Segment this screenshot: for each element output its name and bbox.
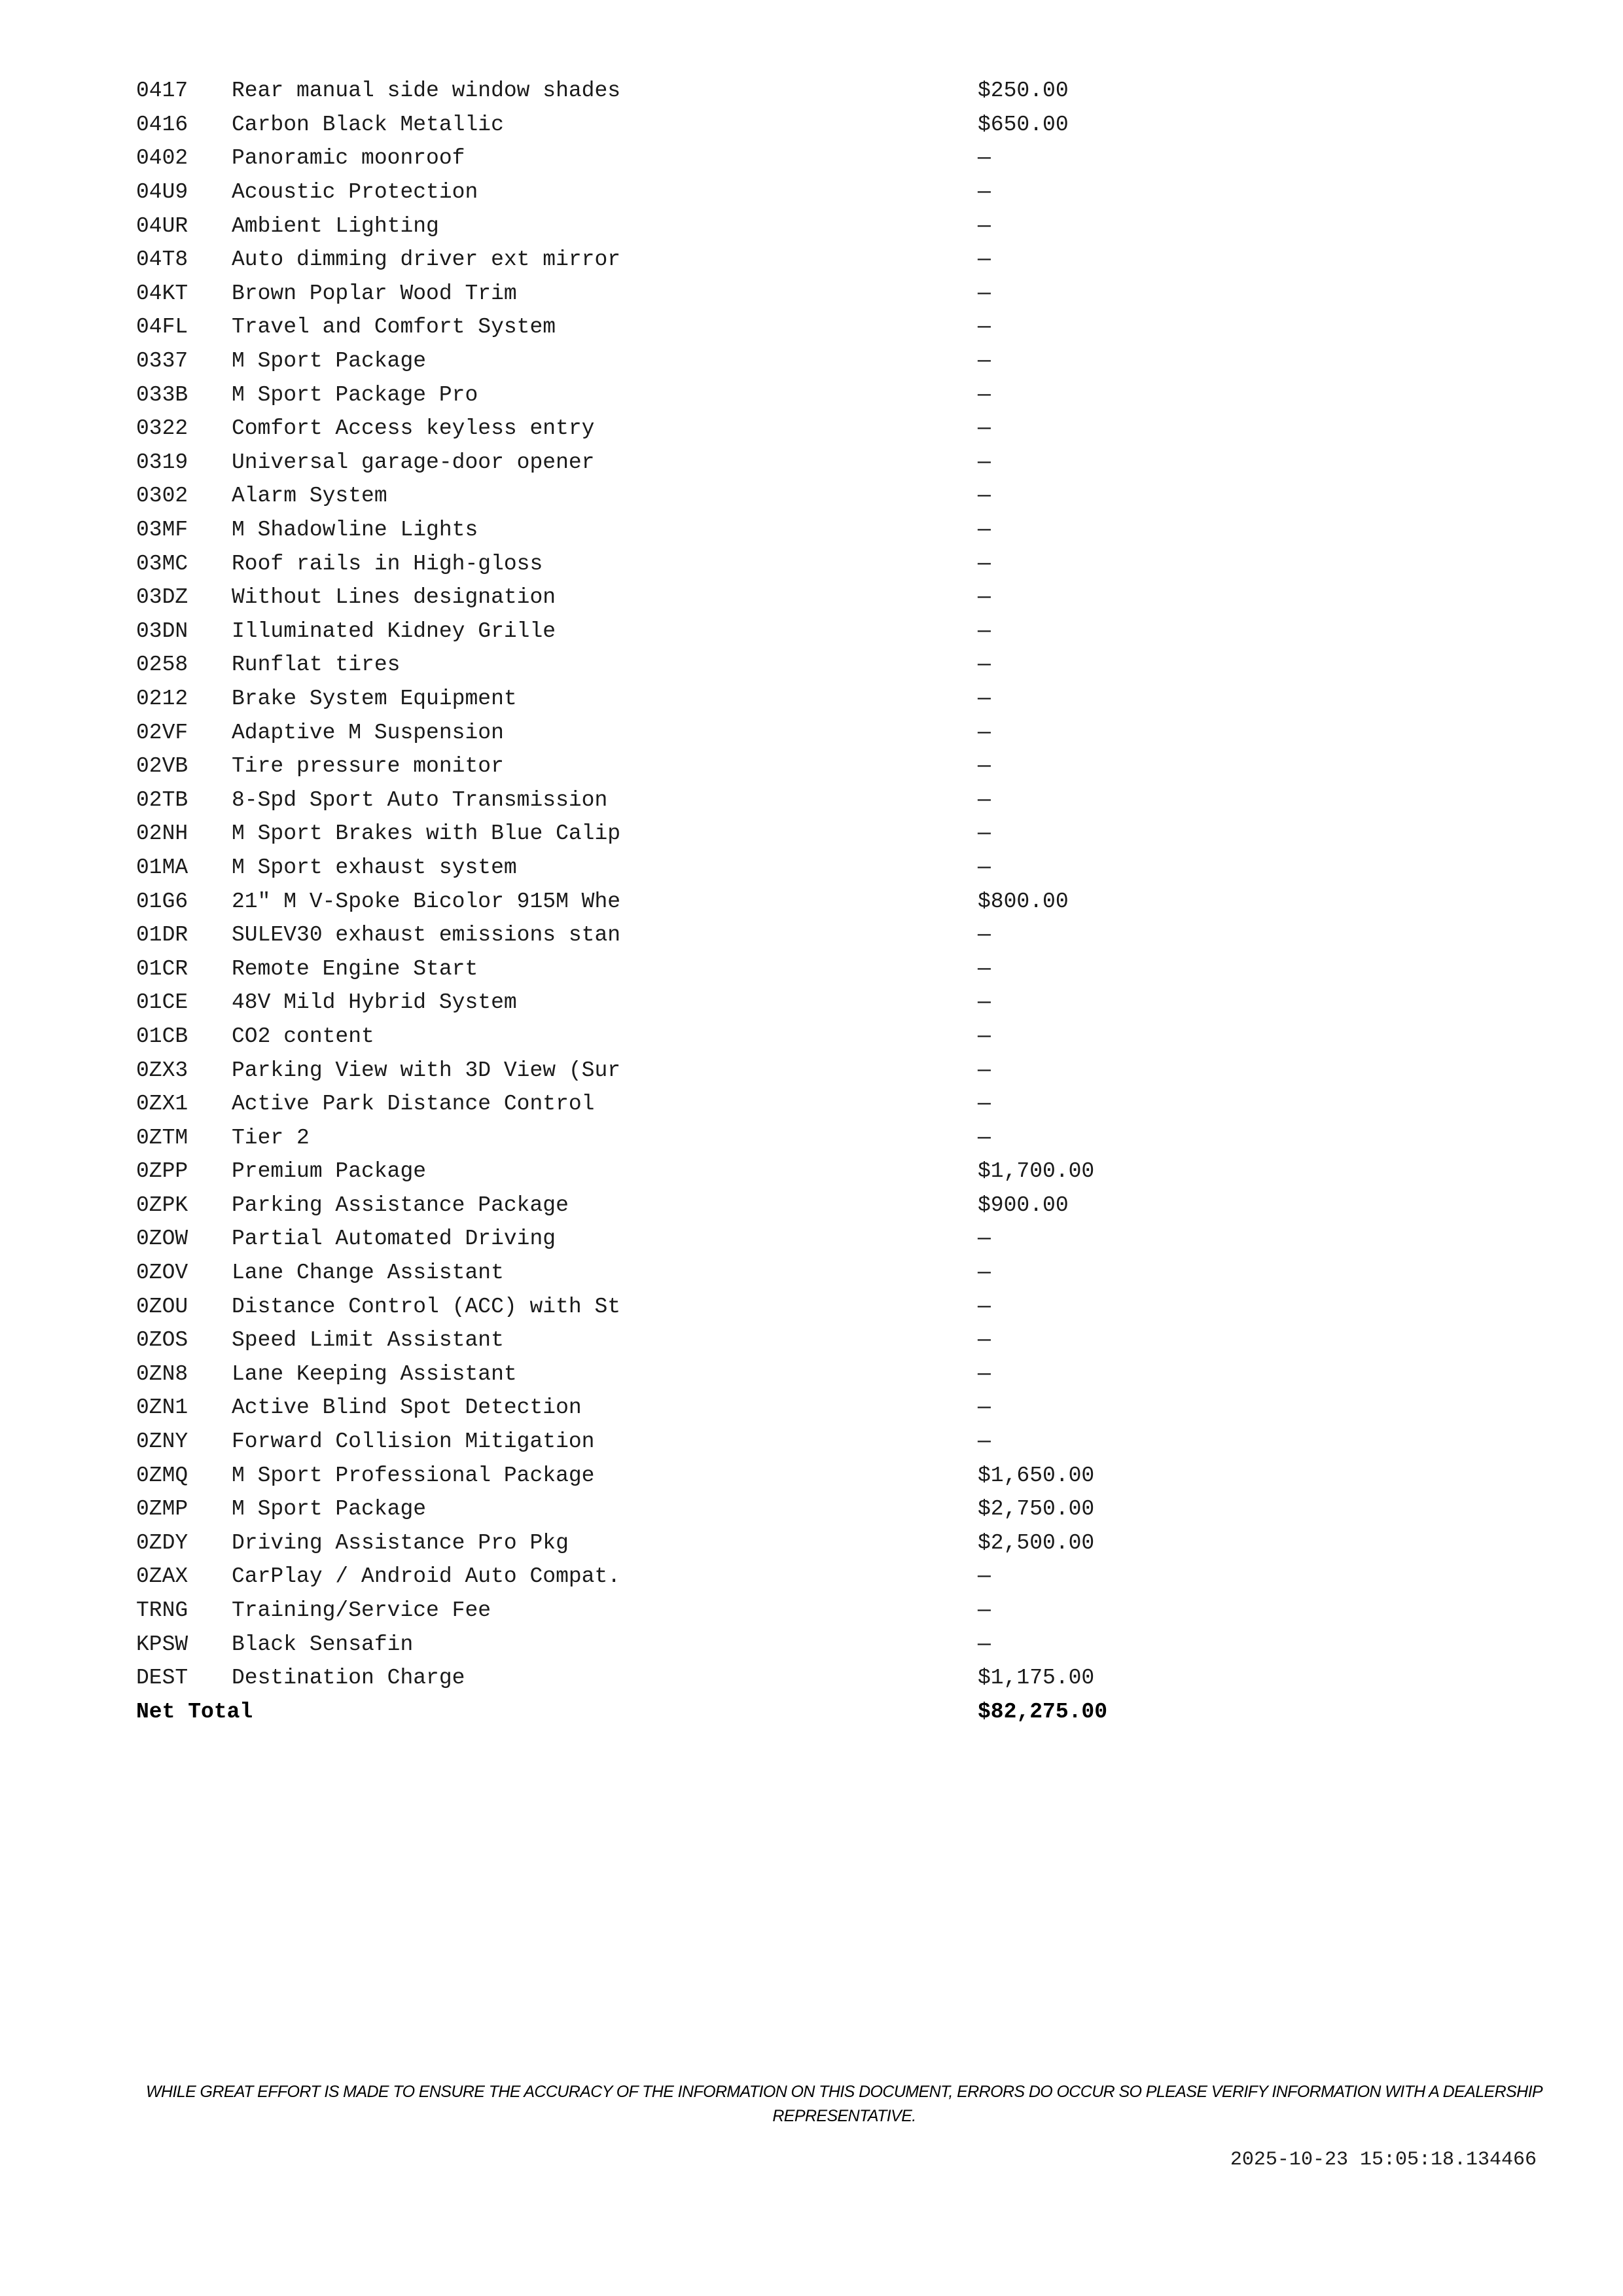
option-code: 0ZOV <box>136 1261 188 1285</box>
option-price: — <box>978 1361 991 1386</box>
option-description: Training/Service Fee <box>232 1598 491 1623</box>
option-code: 0ZAX <box>136 1564 188 1589</box>
option-price: — <box>978 247 991 272</box>
option-price: — <box>978 1227 991 1251</box>
option-price: — <box>978 686 991 711</box>
option-code: 0ZOW <box>136 1227 188 1251</box>
option-row <box>136 1594 1157 1628</box>
option-price: $800.00 <box>978 889 1069 914</box>
option-description: Active Blind Spot Detection <box>232 1395 582 1420</box>
option-price: — <box>978 1058 991 1083</box>
option-code: 01CR <box>136 956 188 981</box>
option-code: 04KT <box>136 281 188 306</box>
option-description: M Sport Package <box>232 1497 427 1522</box>
option-code: 0417 <box>136 79 188 103</box>
option-row <box>136 1425 1157 1459</box>
option-price: — <box>978 1429 991 1454</box>
option-row <box>136 1222 1157 1256</box>
option-row <box>136 884 1157 918</box>
option-description: Parking View with 3D View (Sur <box>232 1058 621 1083</box>
option-code: 0212 <box>136 686 188 711</box>
option-price: — <box>978 1564 991 1589</box>
option-price: — <box>978 855 991 880</box>
option-row <box>136 175 1157 209</box>
option-code: 03DZ <box>136 585 188 610</box>
option-price: — <box>978 653 991 677</box>
option-code: 0258 <box>136 653 188 677</box>
option-row <box>136 378 1157 412</box>
option-description: Runflat tires <box>232 653 401 677</box>
option-description: Forward Collision Mitigation <box>232 1429 595 1454</box>
option-code: DEST <box>136 1666 188 1691</box>
option-price: — <box>978 146 991 171</box>
option-code: KPSW <box>136 1632 188 1657</box>
option-code: 04UR <box>136 213 188 238</box>
option-code: 0ZPK <box>136 1193 188 1217</box>
option-row <box>136 952 1157 986</box>
option-description: Tier 2 <box>232 1125 310 1150</box>
option-row <box>136 1323 1157 1357</box>
option-row <box>136 749 1157 783</box>
option-description: Remote Engine Start <box>232 956 478 981</box>
option-price: — <box>978 180 991 205</box>
option-row <box>136 1458 1157 1492</box>
option-row <box>136 648 1157 682</box>
option-code: 03DN <box>136 619 188 643</box>
option-price: — <box>978 1125 991 1150</box>
option-description: Illuminated Kidney Grille <box>232 619 556 643</box>
option-code: 0ZN1 <box>136 1395 188 1420</box>
option-code: 01G6 <box>136 889 188 914</box>
option-price: — <box>978 551 991 576</box>
option-description: Parking Assistance Package <box>232 1193 569 1217</box>
option-price: — <box>978 990 991 1015</box>
option-description: Auto dimming driver ext mirror <box>232 247 621 272</box>
option-row <box>136 1087 1157 1121</box>
option-description: Lane Change Assistant <box>232 1261 504 1285</box>
option-row <box>136 1121 1157 1155</box>
option-row <box>136 1053 1157 1087</box>
option-row <box>136 141 1157 175</box>
option-description: Carbon Black Metallic <box>232 112 504 137</box>
option-price: $650.00 <box>978 112 1069 137</box>
option-price: — <box>978 213 991 238</box>
option-row <box>136 817 1157 851</box>
option-description: M Sport exhaust system <box>232 855 517 880</box>
option-list <box>136 74 1157 1729</box>
option-code: 0322 <box>136 416 188 441</box>
option-row <box>136 108 1157 142</box>
option-code: 01DR <box>136 923 188 948</box>
option-row <box>136 1560 1157 1594</box>
option-row <box>136 783 1157 817</box>
net-total-label: Net Total <box>136 1699 253 1724</box>
option-description: M Sport Package Pro <box>232 382 478 407</box>
option-description: Rear manual side window shades <box>232 79 621 103</box>
option-code: 0337 <box>136 349 188 374</box>
option-price: $1,650.00 <box>978 1463 1095 1488</box>
option-row <box>136 986 1157 1020</box>
option-code: TRNG <box>136 1598 188 1623</box>
option-price: — <box>978 821 991 846</box>
option-description: M Sport Professional Package <box>232 1463 595 1488</box>
option-description: M Sport Package <box>232 349 427 374</box>
option-code: 033B <box>136 382 188 407</box>
option-row <box>136 547 1157 581</box>
option-description: Adaptive M Suspension <box>232 720 504 745</box>
option-price: — <box>978 923 991 948</box>
option-price: — <box>978 315 991 340</box>
option-price: $900.00 <box>978 1193 1069 1217</box>
option-row <box>136 1155 1157 1189</box>
option-row <box>136 209 1157 243</box>
option-code: 02NH <box>136 821 188 846</box>
option-code: 01MA <box>136 855 188 880</box>
option-price: — <box>978 1395 991 1420</box>
option-row <box>136 1357 1157 1391</box>
option-code: 0ZPP <box>136 1159 188 1184</box>
option-description: Brake System Equipment <box>232 686 517 711</box>
option-price: — <box>978 619 991 643</box>
option-price: $250.00 <box>978 79 1069 103</box>
option-price: — <box>978 281 991 306</box>
option-code: 0ZNY <box>136 1429 188 1454</box>
option-row <box>136 446 1157 480</box>
option-code: 0ZMQ <box>136 1463 188 1488</box>
option-price: — <box>978 1261 991 1285</box>
option-code: 0302 <box>136 484 188 509</box>
option-code: 0416 <box>136 112 188 137</box>
option-description: Comfort Access keyless entry <box>232 416 595 441</box>
option-code: 0ZTM <box>136 1125 188 1150</box>
option-price: — <box>978 484 991 509</box>
option-code: 0ZMP <box>136 1497 188 1522</box>
option-description: SULEV30 exhaust emissions stan <box>232 923 621 948</box>
option-row <box>136 74 1157 108</box>
option-description: Premium Package <box>232 1159 427 1184</box>
option-description: Speed Limit Assistant <box>232 1328 504 1353</box>
option-price: — <box>978 1632 991 1657</box>
option-row <box>136 615 1157 649</box>
option-row <box>136 479 1157 513</box>
option-code: 0402 <box>136 146 188 171</box>
option-row <box>136 1289 1157 1323</box>
option-code: 01CE <box>136 990 188 1015</box>
option-code: 02VB <box>136 754 188 779</box>
option-description: Travel and Comfort System <box>232 315 556 340</box>
option-price: — <box>978 787 991 812</box>
option-price: — <box>978 1024 991 1049</box>
option-price: — <box>978 1328 991 1353</box>
option-description: Alarm System <box>232 484 387 509</box>
option-row <box>136 277 1157 311</box>
option-code: 02VF <box>136 720 188 745</box>
option-code: 02TB <box>136 787 188 812</box>
option-description: Destination Charge <box>232 1666 465 1691</box>
option-row <box>136 1661 1157 1695</box>
option-code: 04T8 <box>136 247 188 272</box>
option-row <box>136 513 1157 547</box>
option-price: — <box>978 450 991 475</box>
option-price: — <box>978 956 991 981</box>
option-price: — <box>978 1294 991 1319</box>
option-row <box>136 243 1157 277</box>
option-row <box>136 1189 1157 1223</box>
option-price: — <box>978 1092 991 1117</box>
option-price: $2,500.00 <box>978 1530 1095 1555</box>
option-code: 0ZN8 <box>136 1361 188 1386</box>
option-row <box>136 1256 1157 1290</box>
option-description: CO2 content <box>232 1024 374 1049</box>
option-row <box>136 581 1157 615</box>
option-description: 21" M V-Spoke Bicolor 915M Whe <box>232 889 621 914</box>
option-code: 04U9 <box>136 180 188 205</box>
option-code: 0ZOU <box>136 1294 188 1319</box>
option-price: — <box>978 518 991 543</box>
option-description: 8-Spd Sport Auto Transmission <box>232 787 608 812</box>
option-price: — <box>978 720 991 745</box>
option-description: Ambient Lighting <box>232 213 439 238</box>
option-row <box>136 918 1157 952</box>
option-row <box>136 1526 1157 1560</box>
option-description: Lane Keeping Assistant <box>232 1361 517 1386</box>
option-description: Without Lines designation <box>232 585 556 610</box>
option-description: Driving Assistance Pro Pkg <box>232 1530 569 1555</box>
option-code: 03MF <box>136 518 188 543</box>
option-code: 0ZDY <box>136 1530 188 1555</box>
option-row <box>136 1492 1157 1526</box>
generated-timestamp: 2025-10-23 15:05:18.134466 <box>1230 2149 1537 2171</box>
disclaimer-text: WHILE GREAT EFFORT IS MADE TO ENSURE THE ACCURACY OF THE INFORMATION ON THIS DOCUMENT, ERRORS DO OCCUR SO PLEASE VERIFY INFORMATION WITH A DEALERSHIP REPRESENTATIVE. <box>146 2083 1543 2125</box>
option-row <box>136 1627 1157 1661</box>
option-price: — <box>978 1598 991 1623</box>
option-row <box>136 1391 1157 1425</box>
option-description: M Shadowline Lights <box>232 518 478 543</box>
net-total-value: $82,275.00 <box>978 1699 1108 1724</box>
option-price: — <box>978 754 991 779</box>
option-description: Brown Poplar Wood Trim <box>232 281 517 306</box>
option-description: Distance Control (ACC) with St <box>232 1294 621 1319</box>
option-code: 0ZX1 <box>136 1092 188 1117</box>
option-code: 03MC <box>136 551 188 576</box>
option-description: Panoramic moonroof <box>232 146 465 171</box>
net-total-row <box>136 1695 1157 1729</box>
option-description: Black Sensafin <box>232 1632 414 1657</box>
option-row <box>136 1020 1157 1054</box>
option-description: Partial Automated Driving <box>232 1227 556 1251</box>
option-code: 0319 <box>136 450 188 475</box>
option-price: — <box>978 382 991 407</box>
option-code: 0ZX3 <box>136 1058 188 1083</box>
option-row <box>136 682 1157 716</box>
option-description: 48V Mild Hybrid System <box>232 990 517 1015</box>
option-description: M Sport Brakes with Blue Calip <box>232 821 621 846</box>
option-row <box>136 344 1157 378</box>
option-description: Roof rails in High-gloss <box>232 551 543 576</box>
option-description: Tire pressure monitor <box>232 754 504 779</box>
option-description: Acoustic Protection <box>232 180 478 205</box>
option-price: $2,750.00 <box>978 1497 1095 1522</box>
option-row <box>136 412 1157 446</box>
option-description: Universal garage-door opener <box>232 450 595 475</box>
option-code: 0ZOS <box>136 1328 188 1353</box>
option-description: CarPlay / Android Auto Compat. <box>232 1564 621 1589</box>
option-code: 04FL <box>136 315 188 340</box>
option-price: — <box>978 416 991 441</box>
option-price: $1,175.00 <box>978 1666 1095 1691</box>
option-row <box>136 310 1157 344</box>
option-price: $1,700.00 <box>978 1159 1095 1184</box>
option-row <box>136 851 1157 885</box>
option-code: 01CB <box>136 1024 188 1049</box>
option-description: Active Park Distance Control <box>232 1092 595 1117</box>
option-price: — <box>978 585 991 610</box>
option-row <box>136 715 1157 749</box>
option-price: — <box>978 349 991 374</box>
